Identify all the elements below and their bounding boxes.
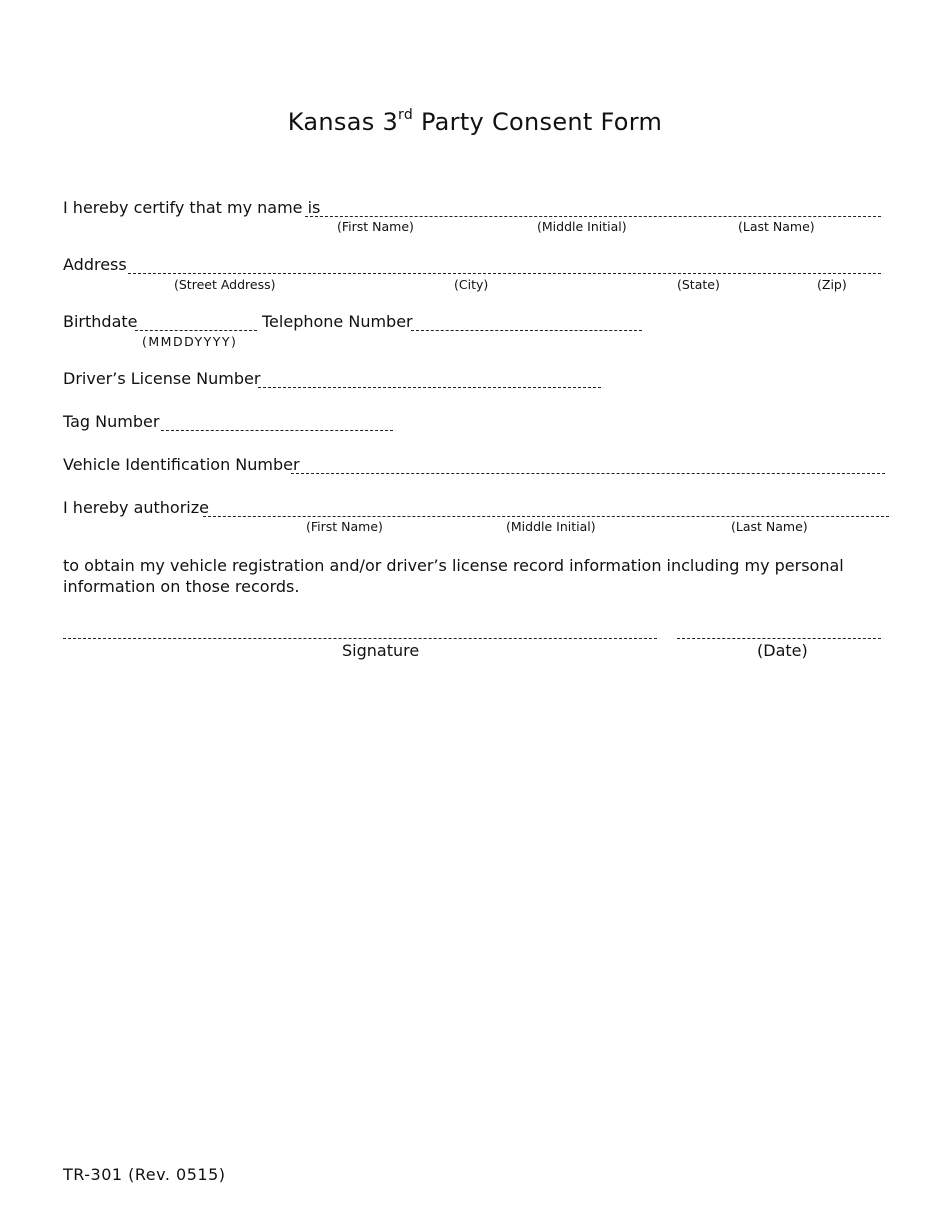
title-superscript: rd — [398, 107, 414, 123]
page-title — [0, 108, 950, 136]
signature-field[interactable] — [63, 638, 657, 639]
consent-paragraph: to obtain my vehicle registration and/or driver’s license record information including my personal information on those records. — [63, 556, 844, 596]
street-address-caption: (Street Address) — [174, 277, 276, 292]
drivers-license-label: Driver’s License Number — [63, 369, 261, 388]
authorize-middle-initial-caption: (Middle Initial) — [506, 519, 596, 534]
drivers-license-field[interactable] — [258, 387, 601, 388]
telephone-field[interactable] — [411, 330, 642, 331]
certify-last-name-caption: (Last Name) — [738, 219, 815, 234]
vin-label: Vehicle Identification Number — [63, 455, 300, 474]
certify-name-field[interactable] — [305, 216, 881, 217]
form-code: TR-301 (Rev. 0515) — [63, 1165, 226, 1184]
title-main: Kansas 3 — [287, 108, 399, 136]
certify-middle-initial-caption: (Middle Initial) — [537, 219, 627, 234]
address-label: Address — [63, 255, 127, 274]
birthdate-format-caption: (MMDDYYYY) — [142, 334, 238, 349]
date-field[interactable] — [677, 638, 881, 639]
title-rest: Party Consent Form — [413, 108, 663, 136]
authorize-last-name-caption: (Last Name) — [731, 519, 808, 534]
state-caption: (State) — [677, 277, 720, 292]
tag-number-label: Tag Number — [63, 412, 160, 431]
address-field[interactable] — [128, 273, 881, 274]
vin-field[interactable] — [291, 473, 885, 474]
birthdate-label: Birthdate — [63, 312, 138, 331]
signature-caption: Signature — [342, 641, 420, 660]
authorize-name-field[interactable] — [203, 516, 889, 517]
date-caption: (Date) — [757, 641, 808, 660]
telephone-label: Telephone Number — [262, 312, 413, 331]
city-caption: (City) — [454, 277, 489, 292]
certify-first-name-caption: (First Name) — [337, 219, 414, 234]
zip-caption: (Zip) — [817, 277, 847, 292]
certify-name-label: I hereby certify that my name is — [63, 198, 321, 217]
authorize-first-name-caption: (First Name) — [306, 519, 383, 534]
authorize-label: I hereby authorize — [63, 498, 209, 517]
tag-number-field[interactable] — [161, 430, 393, 431]
birthdate-field[interactable] — [135, 330, 257, 331]
